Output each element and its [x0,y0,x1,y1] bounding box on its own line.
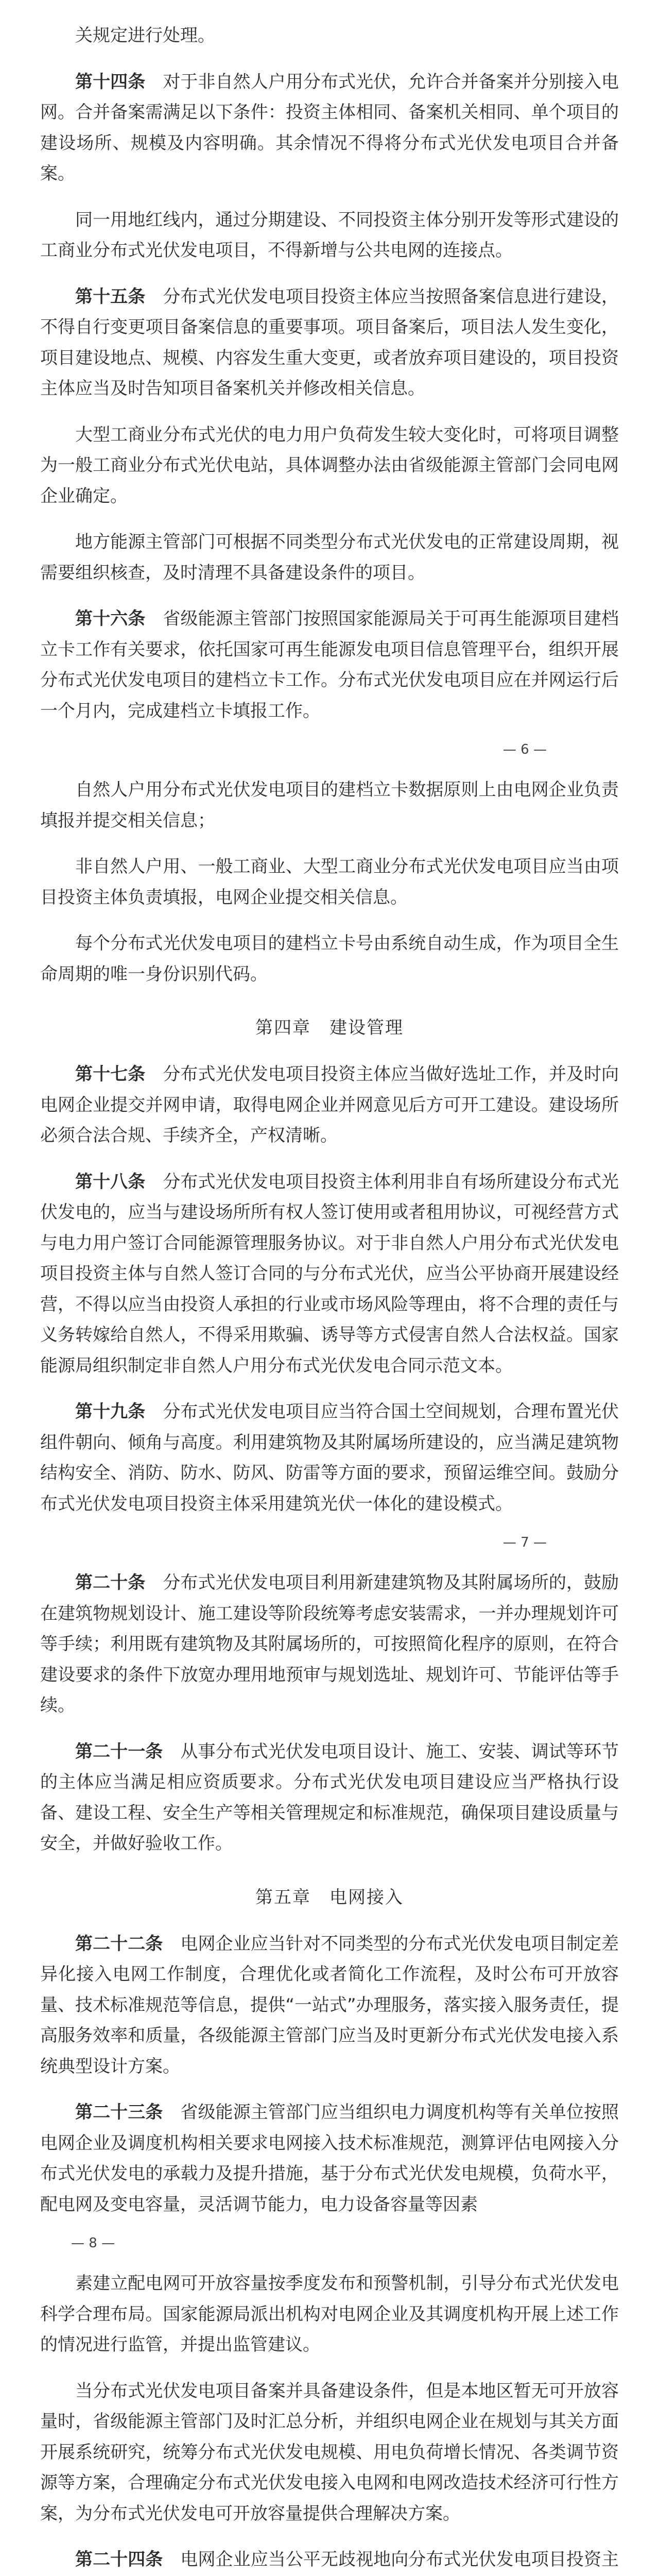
paragraph [40,205,619,266]
paragraph [40,1737,619,1859]
paragraph [40,420,619,512]
page-number: — 6 — [502,742,547,757]
paragraph-text: 非自然人户用、一般工商业、大型工商业分布式光伏发电项目应当由项目投资主体负责填报，电网企业提交相关信息。 [40,856,619,908]
paragraph-text: 分布式光伏发电项目应当符合国土空间规划，合理布置光伏组件朝向、倾角与高度。利用建筑物及其附属场所建设的，应当满足建筑物结构安全、消防、防水、防风、防雷等方面的要求，预留运维空间。鼓励分布式光伏发电项目投资主体采用建筑光伏一体化的建设模式。 [40,1401,619,1514]
paragraph [40,2268,619,2361]
article-number: 第二十四条 [75,2549,163,2570]
paragraph-text: 分布式光伏发电项目投资主体利用非自有场所建设分布式光伏发电的，应当与建设场所所有权人签订使用或者租用协议，可视经营方式与电力用户签订合同能源管理服务协议。对于非自然人户用分布式光伏发电项目投资主体与自然人签订合同的与分布式光伏，应当公平协商开展建设经营，不得以应当由投资人承担的行业或市场风险等理由，将不合理的责任与义务转嫁给自然人，不得采用欺骗、诱导等方式侵害自然人合法权益。国家能源局组织制定非自然人户用分布式光伏发电合同示范文本。 [40,1171,619,1376]
page-number: — 8 — [71,2235,115,2251]
paragraph-text: 省级能源主管部门应当组织电力调度机构等有关单位按照电网企业及调度机构相关要求电网接入技术标准规范，测算评估电网接入分布式光伏发电的承载力及提升措施，基于分布式光伏发电规模，负荷水平，配电网及变电容量，灵活调节能力，电力设备容量等因素 [40,2102,619,2215]
paragraph [40,1929,619,2082]
paragraph-text: 电网企业应当针对不同类型的分布式光伏发电项目制定差异化接入电网工作制度，合理优化或者简化工作流程，及时公布可开放容量、技术标准规范等信息，提供“一站式”办理服务，落实接入服务责任，提高服务效率和质量，各级能源主管部门应当及时更新分布式光伏发电接入系统典型设计方案。 [40,1933,619,2077]
paragraph [40,1167,619,1382]
paragraph-text: 大型工商业分布式光伏的电力用户负荷发生较大变化时，可将项目调整为一般工商业分布式光伏电站，具体调整办法由省级能源主管部门会同电网企业确定。 [40,424,619,506]
paragraph-text: 每个分布式光伏发电项目的建档立卡号由系统自动生成，作为项目全生命周期的唯一身份识别代码。 [40,933,619,985]
article-number: 第十六条 [75,608,146,629]
article-number: 第二十二条 [75,1933,163,1954]
paragraph-text: 分布式光伏发电项目利用新建建筑物及其附属场所的，鼓励在建筑物规划设计、施工建设等阶段统筹考虑安装需求，一并办理规划许可等手续；利用既有建筑物及其附属场所的，可按照简化程序的原则，在符合建设要求的条件下放宽办理用地预审与规划选址、规划许可、节能评估等手续。 [40,1572,619,1716]
paragraph-text: 对于非自然人户用分布式光伏，允许合并备案并分别接入电网。合并备案需满足以下条件：投资主体相同、备案机关相同、单个项目的建设场所、规模及内容明确。其余情况不得将分布式光伏发电项目合并备案。 [40,71,619,184]
article-number: 第十七条 [75,1064,146,1084]
paragraph [40,2376,619,2530]
paragraph-text: 当分布式光伏发电项目备案并具备建设条件，但是本地区暂无可开放容量时，省级能源主管部门及时汇总分析，并组织电网企业在规划与其关方面开展系统研究，统筹分布式光伏发电规模、用电负荷增长情况、各类调节资源等方案，合理确定分布式光伏发电接入电网和电网改造技术经济可行性方案，为分布式光伏发电可开放容量提供合理解决方案。 [40,2380,619,2524]
paragraph [40,775,619,836]
paragraph-text: 素建立配电网可开放容量按季度发布和预警机制，引导分布式光伏发电科学合理布局。国家能源局派出机构对电网企业及其调度机构开展上述工作的情况进行监管，并提出监管建议。 [40,2273,619,2355]
article-number: 第二十一条 [75,1741,163,1762]
paragraph [40,604,619,726]
paragraph [40,928,619,990]
paragraph-text: 省级能源主管部门按照国家能源局关于可再生能源项目建档立卡工作有关要求，依托国家可再生能源发电项目信息管理平台，组织开展分布式光伏发电项目的建档立卡工作。分布式光伏发电项目应在并网运行后一个月内，完成建档立卡填报工作。 [40,608,619,721]
article-number: 第二十条 [75,1572,146,1593]
paragraph [40,1397,619,1519]
paragraph-text: 分布式光伏发电项目投资主体应当按照备案信息进行建设，不得自行变更项目备案信息的重要事项。项目备案后，项目法人发生变化，项目建设地点、规模、内容发生重大变更，或者放弃项目建设的，项目投资主体应当及时告知项目备案机关并修改相关信息。 [40,286,619,399]
paragraph [40,1568,619,1721]
paragraph [40,852,619,913]
paragraph [40,2097,619,2220]
article-number: 第二十三条 [75,2102,163,2123]
article-number: 第十五条 [75,286,146,307]
paragraph [40,21,619,52]
paragraph [40,2545,619,2576]
paragraph-text: 地方能源主管部门可根据不同类型分布式光伏发电的正常建设周期，视需要组织核查，及时清理不具备建设条件的项目。 [40,532,619,583]
paragraph-text: 自然人户用分布式光伏发电项目的建档立卡数据原则上由电网企业负责填报并提交相关信息； [40,779,619,831]
paragraph [40,527,619,588]
paragraph-text: 同一用地红线内，通过分期建设、不同投资主体分别开发等形式建设的工商业分布式光伏发电项目，不得新增与公共电网的连接点。 [40,209,619,261]
chapter-heading: 第四章 建设管理 [255,1018,404,1038]
paragraph [40,282,619,404]
chapter-heading: 第五章 电网接入 [255,1887,404,1908]
paragraph-text: 电网企业应当公平无歧视地向分布式光伏发电项目投资主 [180,2549,619,2570]
article-number: 第十九条 [75,1401,146,1422]
page-number: — 7 — [502,1535,547,1550]
paragraph [40,1059,619,1151]
paragraph-text: 分布式光伏发电项目投资主体应当做好选址工作，并及时向电网企业提交并网申请，取得电网企业并网意见后方可开工建设。建设场所必须合法合规、手续齐全，产权清晰。 [40,1064,619,1146]
article-number: 第十八条 [75,1171,146,1192]
paragraph-text: 关规定进行处理。 [75,25,215,46]
paragraph-text: 从事分布式光伏发电项目设计、施工、安装、调试等环节的主体应当满足相应资质要求。分布式光伏发电项目建设应当严格执行设备、建设工程、安全生产等相关管理规定和标准规范，确保项目建设质量与安全，并做好验收工作。 [40,1741,619,1854]
article-number: 第十四条 [75,71,146,92]
paragraph [40,67,619,190]
